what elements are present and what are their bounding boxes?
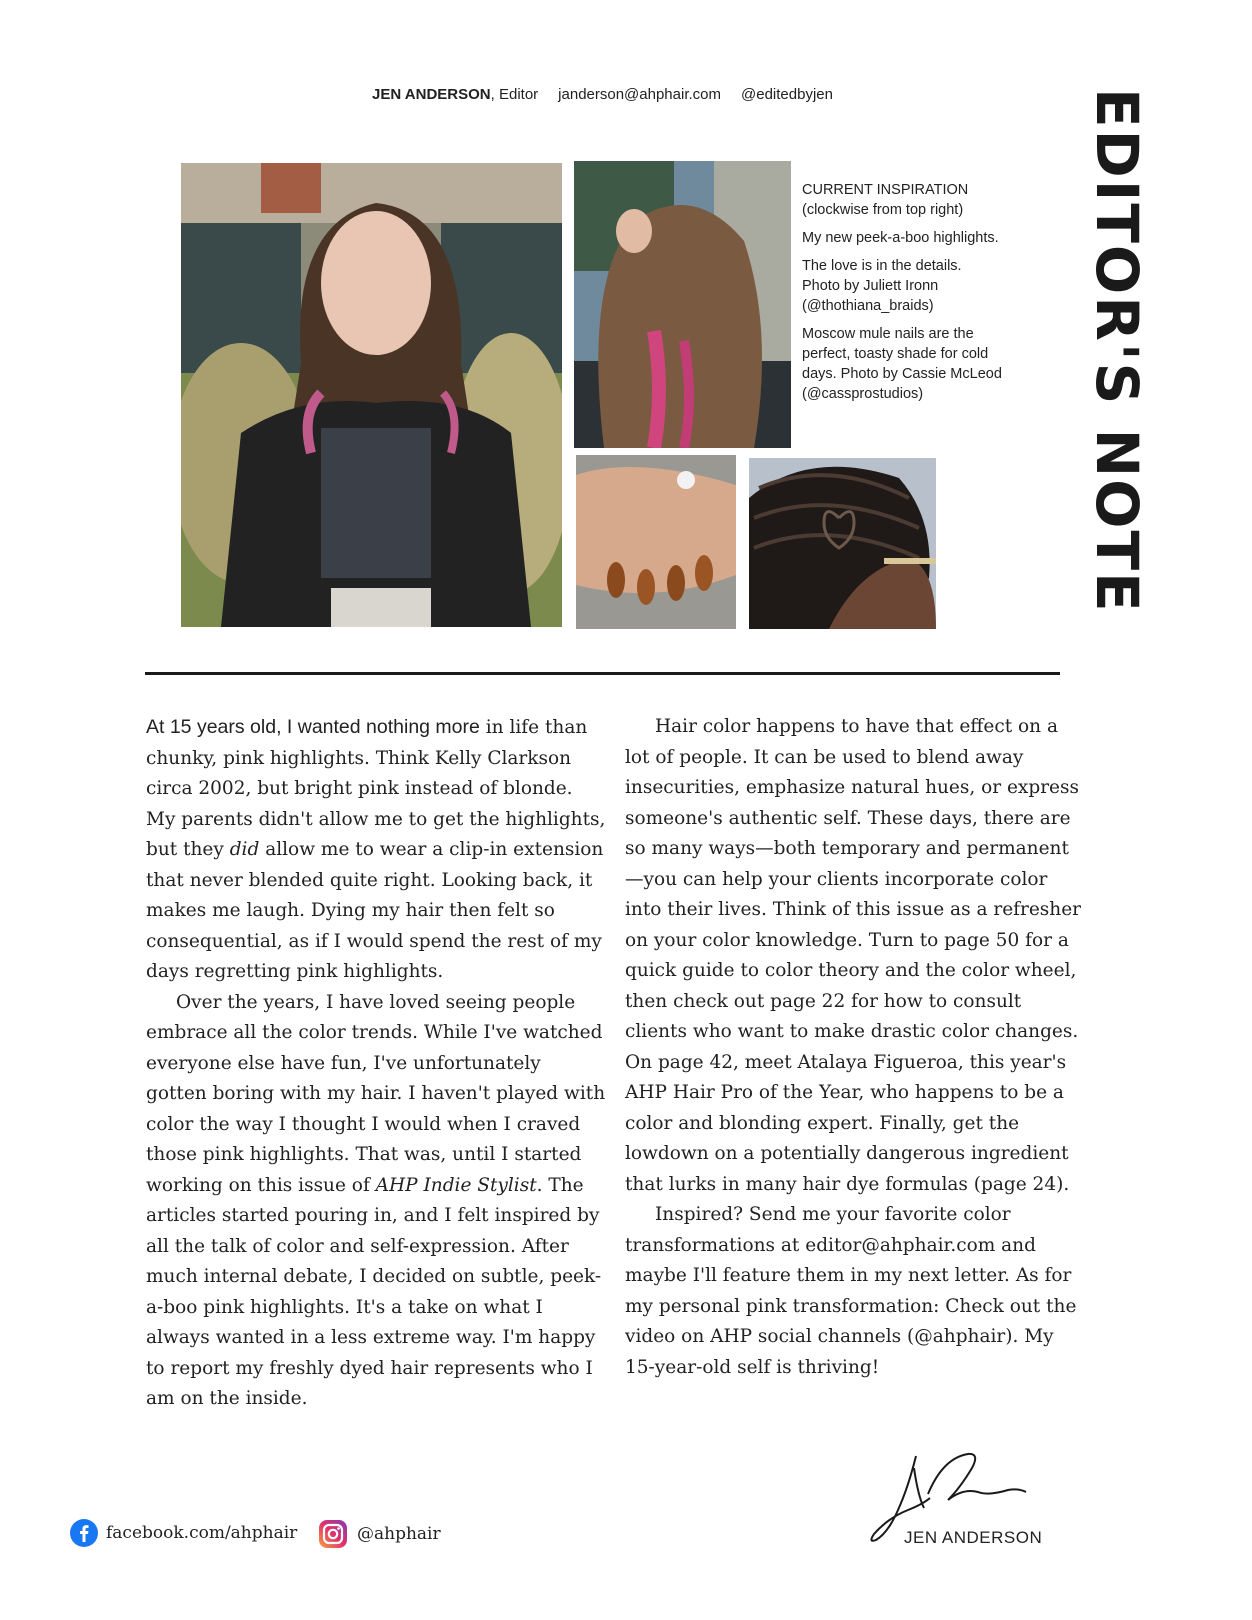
body-paragraph: Hair color happens to have that effect on a lot of people. It can be used to blend away insecurities, emphasize natural hues, or express someone's authentic self. These days, there are so many ways—both temporary and permanent—you can help your clients incorporate color into their lives. Think of this issue as a refresher on your color knowledge. Turn to page 50 for a quick guide to color theory and the color wheel, then check out page 22 for how to consult clients who want to make drastic color changes. On page 42, meet Atalaya Figueroa, this year's AHP Hair Pro of the Year, who happens to be a color and blonding expert. Finally, get the lowdown on a potentially dangerous ingredient that lurks in many hair dye formulas (page 24). xyxy=(625,716,1081,1195)
signature-name: JEN ANDERSON xyxy=(904,1528,1043,1547)
editor-email[interactable]: janderson@ahphair.com xyxy=(558,86,721,103)
body-emphasis: did xyxy=(229,839,260,860)
portrait-photo xyxy=(181,163,562,627)
body-column-2 xyxy=(625,712,1085,1383)
instagram-handle[interactable]: @ahphair xyxy=(357,1524,441,1544)
caption-heading: CURRENT INSPIRATION xyxy=(802,182,969,198)
editor-name: JEN ANDERSON xyxy=(372,86,491,103)
body-paragraph xyxy=(146,712,606,988)
instagram-link[interactable] xyxy=(318,1519,441,1549)
caption-item-2: The love is in the details. Photo by Juliett Ironn (@thothiana_braids) xyxy=(802,258,962,314)
section-title-container xyxy=(1083,88,1151,628)
body-paragraph: Inspired? Send me your favorite color transformations at editor@ahphair.com and maybe I'll feature them in my next letter. As for my personal pink transformation: Check out the video on AHP social channels (@ahphair). My 15-year-old self is thriving! xyxy=(625,1204,1077,1378)
pink-highlights-photo xyxy=(574,161,791,448)
nails-photo xyxy=(576,455,736,629)
publication-title: AHP Indie Stylist xyxy=(375,1174,537,1196)
body-text: in life than chunky, pink highlights. Think Kelly Clarkson circa 2002, but bright pink instead of blonde. My parents didn't allow me to get the highlights, but they xyxy=(146,717,606,860)
section-title: EDITOR'S NOTE xyxy=(1083,88,1151,614)
facebook-link[interactable] xyxy=(70,1519,297,1547)
section-divider xyxy=(145,672,1060,675)
body-text: . The articles started pouring in, and I felt inspired by all the talk of color and self-expression. After much internal debate, I decided on subtle, peek-a-boo pink highlights. It's a take on what I always wanted in a less extreme way. I'm happy to report my freshly dyed hair represents who I am on the inside. xyxy=(146,1174,602,1409)
photo-caption xyxy=(802,180,1002,412)
braids-photo xyxy=(749,458,936,629)
editor-header xyxy=(372,86,833,103)
facebook-icon xyxy=(70,1519,98,1547)
lead-in: At 15 years old, I wanted nothing more xyxy=(146,716,480,738)
caption-item-3: Moscow mule nails are the perfect, toasty shade for cold days. Photo by Cassie McLeod (@cassprostudios) xyxy=(802,326,1002,402)
caption-item-1: My new peek-a-boo highlights. xyxy=(802,230,999,246)
body-text: Over the years, I have loved seeing people embrace all the color trends. While I've watched everyone else have fun, I've unfortunately gotten boring with my hair. I haven't played with color the way I thought I would when I craved those pink highlights. That was, until I started working on this issue of xyxy=(146,991,606,1196)
editor-role: , Editor xyxy=(490,86,539,103)
editor-handle[interactable]: @editedbyjen xyxy=(741,86,833,103)
body-column-1 xyxy=(146,712,606,1415)
instagram-icon xyxy=(318,1519,348,1549)
facebook-url[interactable]: facebook.com/ahphair xyxy=(106,1523,298,1543)
caption-subheading: (clockwise from top right) xyxy=(802,202,964,218)
body-paragraph xyxy=(146,988,606,1415)
body-text: allow me to wear a clip-in extension that never blended quite right. Looking back, it makes me laugh. Dying my hair then felt so consequential, as if I would spend the rest of my days regretting pink highlights. xyxy=(146,839,604,982)
